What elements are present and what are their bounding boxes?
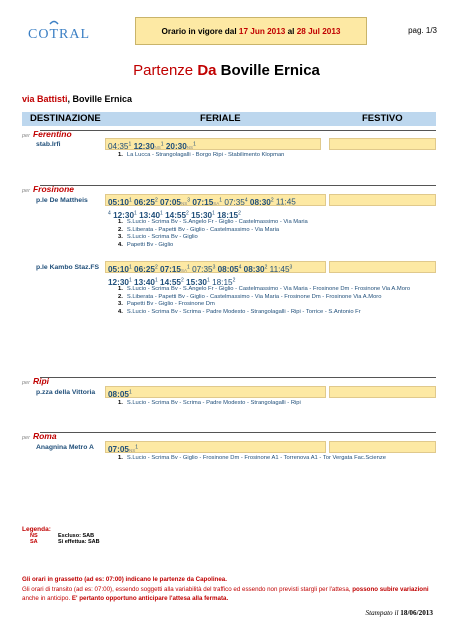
departure-time: $13:40^1$	[134, 277, 158, 288]
departure-time: $13:40^1$	[139, 210, 163, 221]
holiday-band	[329, 386, 436, 398]
svg-text:COTRAL: COTRAL	[28, 27, 90, 42]
footer-note-bold: Gli orari in grassetto (ad es: 07:00) indicano le partenze da Capolinea.	[22, 576, 227, 583]
date-from: 17 Jun 2013	[238, 26, 286, 36]
legend-title: Legenda:	[22, 526, 51, 533]
table-header	[22, 112, 436, 126]
holiday-band	[329, 194, 436, 206]
stop-stab-irfi: stab.Irfi	[36, 141, 61, 148]
cotral-logo	[28, 20, 98, 42]
notes-de-mattheis	[118, 219, 428, 249]
route-note: 4. S.Lucio - Scrima Bv - Scrima - Padre Modesto - Strangolagalli - Ripi - Torrice - S.Antonio Fr	[118, 308, 361, 315]
departure-time: $12:30^1$	[113, 210, 137, 221]
departure-time: $20:30NS^1$	[165, 141, 196, 151]
section-divider	[40, 432, 436, 433]
time-row	[108, 195, 296, 209]
weekday-band	[105, 386, 326, 398]
route-note: 1. S.Lucio - Scrima Bv - S.Angelo Fr - Giglio - Castelmassimo - Via Maria - Frosinone Dm - Frosinone Via A.Moro	[118, 286, 411, 292]
departure-time: $06:25^2$	[134, 264, 158, 274]
departure-time: $15:30^1$	[186, 277, 210, 288]
departure-time: $07:15SA^1$	[160, 264, 190, 274]
time-row	[108, 442, 138, 456]
times-roma	[108, 442, 138, 456]
weekday-header: FERIALE	[200, 113, 241, 124]
destination-roma: per Roma	[22, 431, 57, 441]
times-ripi	[108, 387, 132, 400]
holiday-header: FESTIVO	[362, 113, 403, 124]
departure-time: $14:55^2$	[160, 277, 184, 288]
stop-zza-vittoria: p.zza della Vittoria	[36, 389, 96, 396]
notes-stab-irfi	[118, 152, 428, 160]
time-row	[108, 262, 292, 276]
route-note: 1. S.Lucio - Scrima Bv - S.Angelo Fr - Giglio - Castelmassimo - Via Maria	[118, 219, 308, 225]
departure-time: $12:30^1$	[108, 277, 132, 288]
page-title: Partenze Da Boville Ernica	[133, 62, 320, 79]
legend-item: NS Escluso: SAB	[30, 533, 95, 539]
destination-ripi: per Ripi	[22, 376, 50, 386]
date-to: 28 Jul 2013	[296, 26, 341, 36]
stop-name: via Battisti, Boville Ernica	[22, 94, 133, 104]
time-row	[108, 387, 132, 400]
departure-time: $08:05^4$	[217, 264, 242, 274]
printed-date: Stampato il 18/06/2013	[365, 609, 433, 617]
departure-time: $04:35^1$	[108, 141, 132, 151]
notes-roma	[118, 455, 428, 463]
route-note: 4. Papetti Bv - Giglio	[118, 241, 174, 248]
route-note: 2. S.Liberata - Papetti Bv - Giglio - Castelmassimo - Via Maria	[118, 226, 280, 233]
section-divider	[40, 377, 436, 378]
section-divider	[40, 130, 436, 131]
notes-ripi	[118, 400, 428, 408]
notes-kambo	[118, 286, 428, 316]
stop-anagnina: Anagnina Metro A	[36, 444, 94, 451]
section-divider	[40, 185, 436, 186]
departure-time: $08:05^1$	[108, 389, 132, 399]
departure-time: $15:30^1$	[191, 210, 215, 221]
departure-time: $08:30^2$	[249, 197, 274, 207]
time-row	[108, 139, 196, 153]
legend-item: SA Si effettua: SAB	[30, 539, 100, 545]
departure-time: $06:25^2$	[134, 197, 158, 207]
page-number: pag. 1/3	[408, 26, 437, 35]
departure-time: $07:35^4$	[224, 197, 248, 207]
departure-time: $07:05NS^3$	[160, 197, 191, 207]
departure-time: $05:10^1$	[108, 197, 132, 207]
departure-time: $14:55^2$	[165, 210, 189, 221]
weekday-band	[105, 441, 326, 453]
times-kambo	[108, 262, 292, 288]
holiday-band	[329, 441, 436, 453]
holiday-band	[329, 261, 436, 273]
route-note: 3. S.Lucio - Scrima Bv - Giglio	[118, 234, 198, 240]
legend	[22, 526, 100, 545]
validity-banner: Orario in vigore dal 17 Jun 2013 al 28 Jul 2013	[135, 17, 367, 45]
route-note: 1. S.Lucio - Scrima Bv - Scrima - Padre Modesto - Strangolagalli - Ripi	[118, 400, 301, 406]
departure-time: $07:15SA^1$	[192, 197, 223, 207]
departure-time: $18:15^2$	[217, 210, 241, 221]
departure-time: $07:35^3$	[192, 264, 216, 274]
destination-header: DESTINAZIONE	[30, 113, 101, 124]
footer-note-transit: Gli orari di transito (ad es: 07:00), essendo soggetti alla variabilità del traffico ed essendo non previsti stargli per l'attesa, possono subire variazioni anche in anticipo. E' pertanto opportuno anticipare l'attesa alla fermata.	[22, 586, 429, 602]
departure-time: $07:05NS^1$	[108, 444, 138, 454]
holiday-band	[329, 138, 436, 150]
route-note: 2. S.Liberata - Papetti Bv - Giglio - Castelmassimo - Via Maria - Frosinone Dm - Frosinone Via A.Moro	[118, 293, 382, 300]
route-note: 3. Papetti Bv - Giglio - Frosinone Dm	[118, 301, 215, 307]
destination-ferentino: per Ferentino	[22, 129, 72, 139]
destination-frosinone: per Frosinone	[22, 184, 75, 194]
route-note: 1. S.Lucio - Scrima Bv - Giglio - Frosinone Dm - Frosinone A1 - Torrenova A1 - Tor Vergata Fac.Scienze	[118, 455, 386, 461]
times-de-mattheis	[108, 195, 296, 221]
departure-time: $18:15^2$	[212, 277, 236, 288]
departure-time: $08:30^2$	[243, 264, 268, 274]
stop-de-mattheis: p.le De Mattheis	[36, 197, 88, 204]
departure-time: $12:30NS^1$	[133, 141, 164, 151]
departure-time: $05:10^1$	[108, 264, 132, 274]
route-note: 1. La Lucca - Strangolagalli - Borgo Ripi - Stabilimento Klopman	[118, 152, 285, 158]
times-stab-irfi	[108, 139, 196, 153]
stop-kambo-staz-fs: p.le Kambo Staz.FS	[36, 264, 100, 271]
departure-time: $11:45^3$	[269, 264, 293, 274]
departure-time: 11:45	[275, 197, 296, 207]
departure-time: 4	[108, 210, 111, 217]
